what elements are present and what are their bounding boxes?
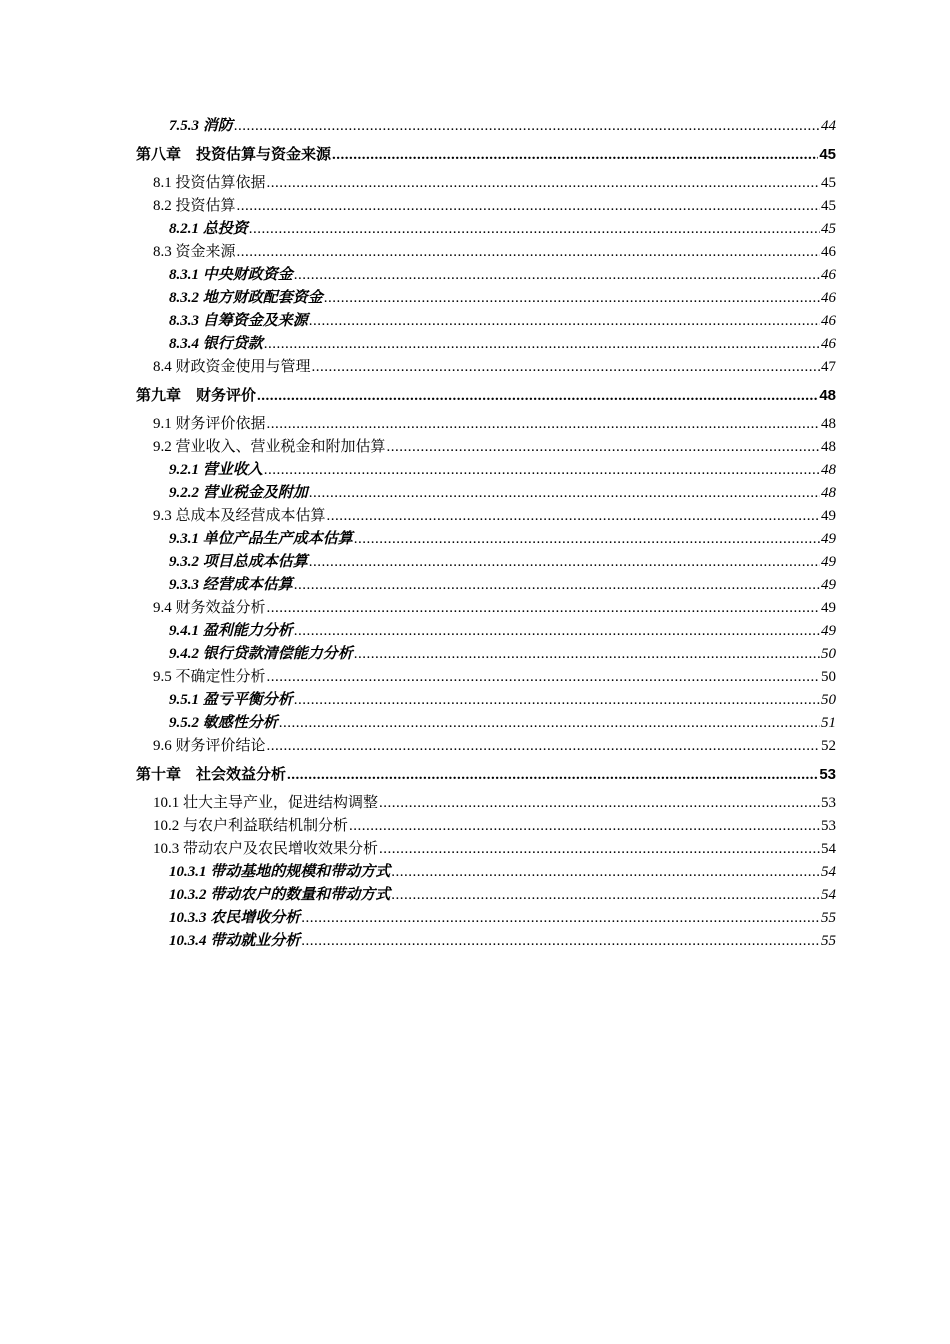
toc-entry-page-number: 45 — [821, 198, 836, 214]
toc-leader-dots — [267, 597, 820, 620]
toc-entry-title: 8.1 投资估算依据 — [153, 175, 266, 191]
toc-entry-level-3[interactable] — [136, 930, 836, 953]
toc-entry-level-3[interactable] — [136, 907, 836, 930]
toc-leader-dots — [249, 218, 820, 241]
toc-entry-level-3[interactable] — [136, 482, 836, 505]
toc-entry-level-2[interactable] — [136, 172, 836, 195]
toc-entry-page-number: 50 — [821, 669, 836, 685]
toc-entry-title: 8.4 财政资金使用与管理 — [153, 359, 311, 375]
toc-entry-title: 8.2.1 总投资 — [169, 221, 248, 237]
toc-entry-level-2[interactable] — [136, 195, 836, 218]
toc-leader-dots — [257, 384, 818, 408]
toc-entry-title: 9.5 不确定性分析 — [153, 669, 266, 685]
toc-entry-level-3[interactable] — [136, 310, 836, 333]
toc-entry-level-3[interactable] — [136, 459, 836, 482]
toc-entry-page-number: 53 — [821, 795, 836, 811]
toc-entry-level-3[interactable] — [136, 333, 836, 356]
toc-entry-page-number: 48 — [819, 387, 836, 404]
toc-entry-page-number: 48 — [821, 439, 836, 455]
toc-entry-title: 10.3.4 带动就业分析 — [169, 933, 301, 949]
toc-entry-level-2[interactable] — [136, 413, 836, 436]
toc-entry-level-2[interactable] — [136, 815, 836, 838]
toc-leader-dots — [301, 907, 820, 930]
toc-entry-page-number: 52 — [821, 738, 836, 754]
toc-entry-page-number: 51 — [821, 715, 836, 731]
toc-entry-title: 8.2 投资估算 — [153, 198, 236, 214]
toc-leader-dots — [294, 264, 820, 287]
toc-entry-title: 9.2 营业收入、营业税金和附加估算 — [153, 439, 386, 455]
toc-leader-dots — [379, 838, 820, 861]
toc-leader-dots — [312, 356, 820, 379]
toc-entry-title: 第十章 社会效益分析 — [136, 766, 287, 783]
toc-entry-title: 10.3 带动农户及农民增收效果分析 — [153, 841, 379, 857]
toc-leader-dots — [279, 712, 820, 735]
toc-leader-dots — [267, 735, 820, 758]
toc-entry-level-3[interactable] — [136, 861, 836, 884]
toc-entry-page-number: 46 — [821, 313, 836, 329]
toc-entry-page-number: 49 — [821, 577, 836, 593]
toc-entry-page-number: 45 — [821, 175, 836, 191]
toc-leader-dots — [267, 666, 820, 689]
toc-leader-dots — [309, 310, 820, 333]
toc-entry-page-number: 55 — [821, 933, 836, 949]
toc-entry-page-number: 50 — [821, 692, 836, 708]
toc-leader-dots — [349, 815, 820, 838]
toc-entry-page-number: 46 — [821, 267, 836, 283]
toc-entry-title: 10.3.1 带动基地的规模和带动方式 — [169, 864, 391, 880]
toc-entry-level-2[interactable] — [136, 505, 836, 528]
toc-entry-level-3[interactable] — [136, 264, 836, 287]
toc-entry-page-number: 44 — [821, 118, 836, 134]
toc-entry-page-number: 45 — [821, 221, 836, 237]
toc-entry-title: 第九章 财务评价 — [136, 387, 257, 404]
toc-leader-dots — [391, 861, 820, 884]
toc-entry-level-3[interactable] — [136, 643, 836, 666]
toc-entry-level-3[interactable] — [136, 574, 836, 597]
toc-entry-level-2[interactable] — [136, 838, 836, 861]
toc-entry-level-2[interactable] — [136, 666, 836, 689]
toc-leader-dots — [354, 528, 820, 551]
toc-entry-page-number: 54 — [821, 887, 836, 903]
toc-entry-title: 9.3.2 项目总成本估算 — [169, 554, 308, 570]
toc-entry-level-1[interactable] — [136, 763, 836, 787]
toc-entry-page-number: 53 — [821, 818, 836, 834]
toc-entry-title: 9.5.2 敏感性分析 — [169, 715, 278, 731]
toc-entry-title: 10.3.2 带动农户的数量和带动方式 — [169, 887, 391, 903]
toc-entry-title: 8.3.3 自筹资金及来源 — [169, 313, 308, 329]
toc-entry-title: 8.3.4 银行贷款 — [169, 336, 263, 352]
toc-leader-dots — [294, 689, 820, 712]
toc-entry-level-3[interactable] — [136, 689, 836, 712]
toc-entry-level-2[interactable] — [136, 241, 836, 264]
toc-leader-dots — [324, 287, 820, 310]
toc-leader-dots — [237, 195, 820, 218]
toc-entry-level-2[interactable] — [136, 735, 836, 758]
toc-entry-title: 9.4.2 银行贷款清偿能力分析 — [169, 646, 353, 662]
toc-entry-level-3[interactable] — [136, 620, 836, 643]
toc-entry-level-3[interactable] — [136, 884, 836, 907]
toc-entry-title: 10.2 与农户利益联结机制分析 — [153, 818, 349, 834]
toc-entry-level-3[interactable] — [136, 115, 836, 138]
toc-leader-dots — [267, 172, 820, 195]
toc-entry-page-number: 55 — [821, 910, 836, 926]
toc-entry-title: 第八章 投资估算与资金来源 — [136, 146, 332, 163]
toc-entry-title: 9.4.1 盈利能力分析 — [169, 623, 293, 639]
toc-entry-page-number: 47 — [821, 359, 836, 375]
toc-entry-page-number: 54 — [821, 864, 836, 880]
toc-entry-page-number: 49 — [821, 623, 836, 639]
toc-leader-dots — [267, 413, 820, 436]
toc-leader-dots — [332, 143, 818, 167]
toc-entry-title: 9.2.1 营业收入 — [169, 462, 263, 478]
toc-entry-page-number: 48 — [821, 485, 836, 501]
toc-entry-page-number: 46 — [821, 244, 836, 260]
toc-entry-level-2[interactable] — [136, 792, 836, 815]
toc-entry-level-1[interactable] — [136, 384, 836, 408]
toc-entry-title: 10.3.3 农民增收分析 — [169, 910, 301, 926]
toc-entry-title: 9.6 财务评价结论 — [153, 738, 266, 754]
toc-leader-dots — [294, 574, 820, 597]
toc-leader-dots — [264, 333, 820, 356]
toc-entry-page-number: 48 — [821, 416, 836, 432]
toc-leader-dots — [387, 436, 820, 459]
toc-entry-page-number: 46 — [821, 290, 836, 306]
toc-entry-page-number: 50 — [821, 646, 836, 662]
toc-entry-level-2[interactable] — [136, 356, 836, 379]
toc-entry-title: 9.3.1 单位产品生产成本估算 — [169, 531, 353, 547]
toc-entry-page-number: 49 — [821, 600, 836, 616]
toc-entry-title: 8.3.2 地方财政配套资金 — [169, 290, 323, 306]
toc-leader-dots — [264, 459, 820, 482]
toc-entry-title: 9.5.1 盈亏平衡分析 — [169, 692, 293, 708]
toc-entry-level-2[interactable] — [136, 597, 836, 620]
toc-entry-level-3[interactable] — [136, 712, 836, 735]
toc-entry-title: 8.3.1 中央财政资金 — [169, 267, 293, 283]
toc-entry-title: 9.1 财务评价依据 — [153, 416, 266, 432]
toc-entry-level-1[interactable] — [136, 143, 836, 167]
toc-leader-dots — [237, 241, 820, 264]
toc-entry-level-3[interactable] — [136, 218, 836, 241]
toc-entry-title: 7.5.3 消防 — [169, 118, 233, 134]
toc-leader-dots — [287, 763, 818, 787]
toc-leader-dots — [294, 620, 820, 643]
toc-entry-page-number: 48 — [821, 462, 836, 478]
toc-entry-level-3[interactable] — [136, 287, 836, 310]
toc-leader-dots — [234, 115, 820, 138]
table-of-contents — [136, 115, 836, 953]
toc-entry-page-number: 54 — [821, 841, 836, 857]
toc-leader-dots — [391, 884, 820, 907]
toc-entry-page-number: 49 — [821, 531, 836, 547]
toc-leader-dots — [327, 505, 820, 528]
toc-leader-dots — [301, 930, 820, 953]
toc-entry-title: 10.1 壮大主导产业，促进结构调整 — [153, 795, 379, 811]
toc-entry-level-3[interactable] — [136, 528, 836, 551]
toc-entry-title: 9.3.3 经营成本估算 — [169, 577, 293, 593]
toc-leader-dots — [309, 551, 820, 574]
toc-entry-page-number: 49 — [821, 554, 836, 570]
toc-entry-title: 9.2.2 营业税金及附加 — [169, 485, 308, 501]
toc-leader-dots — [379, 792, 820, 815]
toc-entry-page-number: 45 — [819, 146, 836, 163]
toc-entry-page-number: 49 — [821, 508, 836, 524]
toc-entry-title: 8.3 资金来源 — [153, 244, 236, 260]
toc-entry-title: 9.4 财务效益分析 — [153, 600, 266, 616]
toc-entry-level-2[interactable] — [136, 436, 836, 459]
toc-leader-dots — [354, 643, 820, 666]
toc-entry-level-3[interactable] — [136, 551, 836, 574]
toc-entry-page-number: 53 — [819, 766, 836, 783]
toc-leader-dots — [309, 482, 820, 505]
toc-entry-page-number: 46 — [821, 336, 836, 352]
toc-entry-title: 9.3 总成本及经营成本估算 — [153, 508, 326, 524]
